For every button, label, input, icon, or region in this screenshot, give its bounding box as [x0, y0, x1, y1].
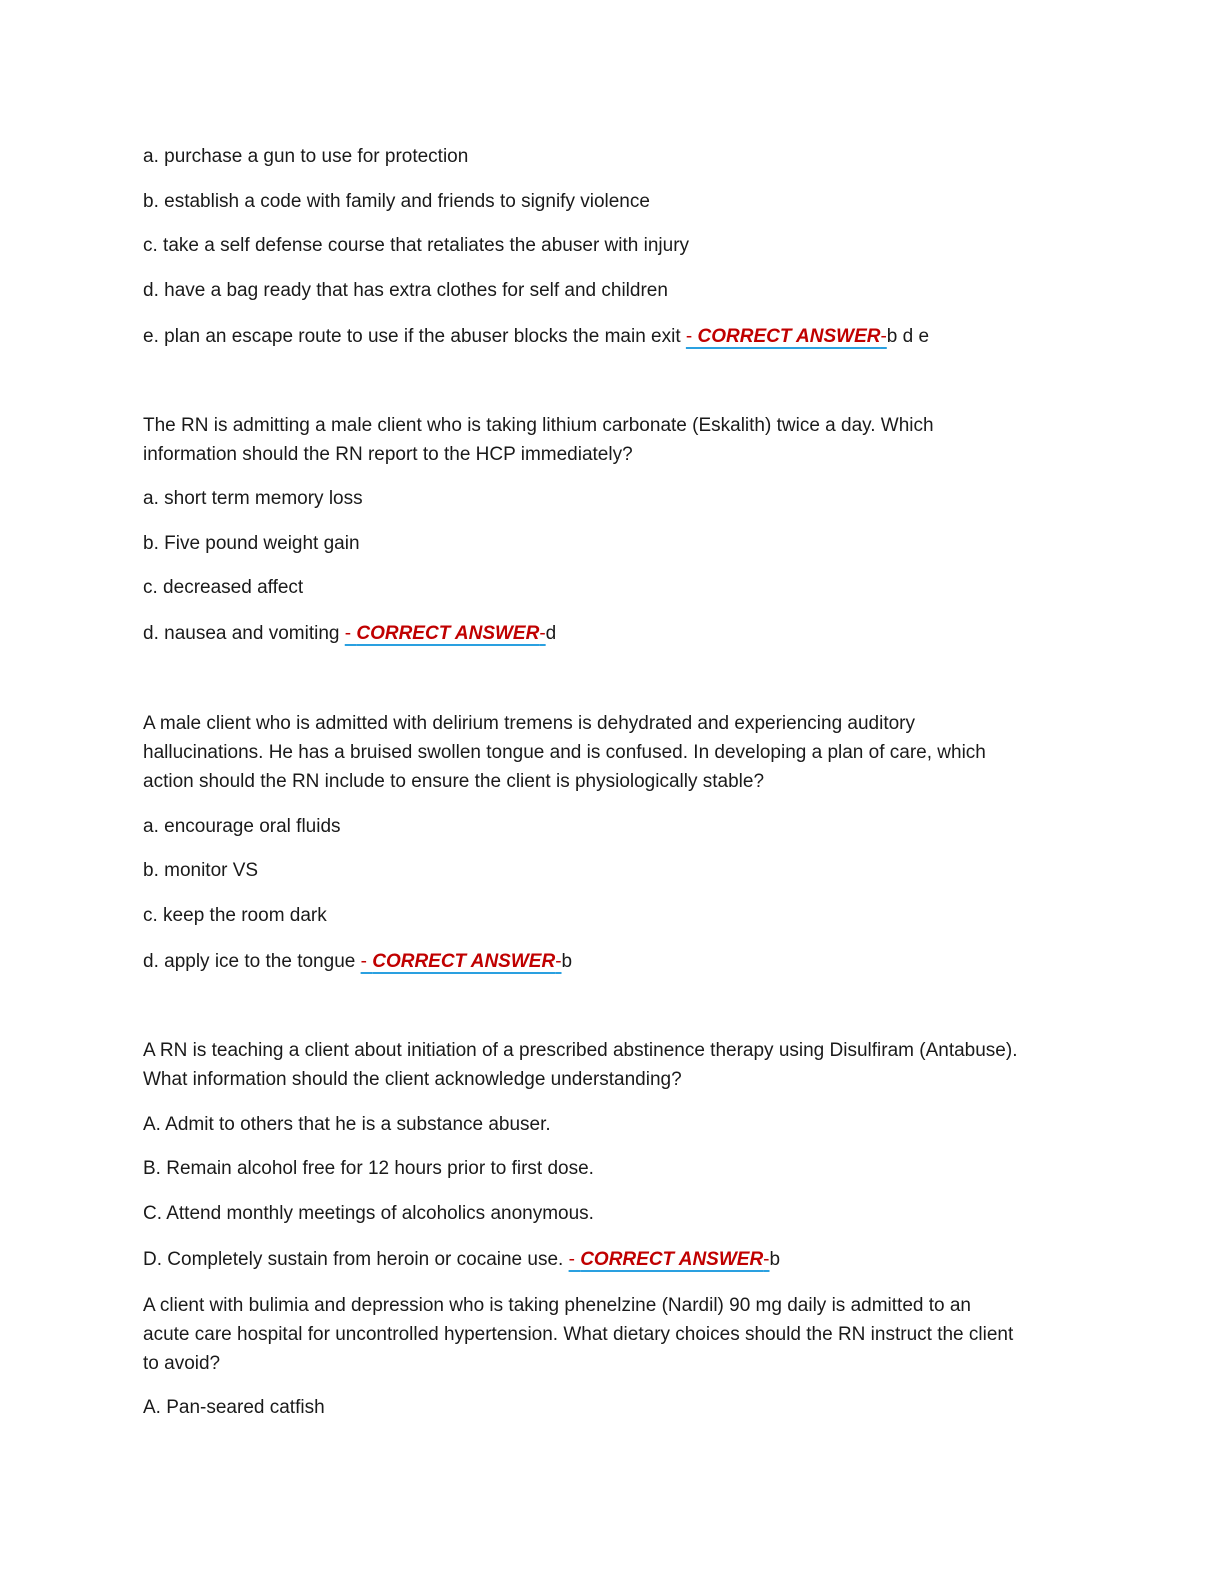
q3-answer: b: [561, 951, 573, 972]
answer-dash: -: [763, 1249, 770, 1270]
q2-stem-line-2: information should the RN report to the HCP immediately?: [143, 444, 633, 465]
q1-option-b: b. establish a code with family and friends to signify violence: [143, 191, 650, 212]
q2-option-a: a. short term memory loss: [143, 488, 363, 509]
answer-dash: -: [344, 623, 357, 644]
q4-option-d: D. Completely sustain from heroin or cocaine use.: [143, 1249, 564, 1270]
q5-option-a: A. Pan-seared catfish: [143, 1397, 325, 1418]
answer-dash: -: [555, 951, 562, 972]
q3-stem-line-1: A male client who is admitted with delirium tremens is dehydrated and experiencing auditory: [143, 713, 916, 734]
q4-answer: b: [769, 1249, 781, 1270]
q2-option-b: b. Five pound weight gain: [143, 533, 360, 554]
answer-dash: -: [685, 326, 698, 347]
q4-option-b: B. Remain alcohol free for 12 hours prior to first dose.: [143, 1158, 594, 1179]
q3-option-d-with-answer: [143, 947, 1083, 976]
q2-option-d: d. nausea and vomiting: [143, 623, 340, 644]
q1-answer: b d e: [886, 326, 930, 347]
q4-option-a: A. Admit to others that he is a substance abuser.: [143, 1114, 551, 1135]
q3-option-b: b. monitor VS: [143, 860, 259, 881]
q1-option-d: d. have a bag ready that has extra clothes for self and children: [143, 280, 668, 301]
q5-stem-line-2: acute care hospital for uncontrolled hypertension. What dietary choices should the RN instruct the client: [143, 1324, 1014, 1345]
answer-dash: -: [880, 326, 887, 347]
q3-stem-line-3: action should the RN include to ensure the client is physiologically stable?: [143, 771, 765, 792]
q5-stem-line-3: to avoid?: [143, 1353, 221, 1374]
q1-option-c: c. take a self defense course that retaliates the abuser with injury: [143, 235, 690, 256]
q3-stem-line-2: hallucinations. He has a bruised swollen tongue and is confused. In developing a plan of care, which: [143, 742, 986, 763]
q4-stem-line-1: A RN is teaching a client about initiation of a prescribed abstinence therapy using Disulfiram (Antabuse).: [143, 1040, 1018, 1061]
q1-option-e-with-answer: [143, 322, 1083, 351]
q5-stem-line-1: A client with bulimia and depression who is taking phenelzine (Nardil) 90 mg daily is admitted to an: [143, 1295, 971, 1316]
answer-dash: -: [568, 1249, 581, 1270]
answer-dash: -: [539, 623, 546, 644]
q2-answer: d: [545, 623, 557, 644]
q4-option-c: C. Attend monthly meetings of alcoholics anonymous.: [143, 1203, 594, 1224]
q2-stem-line-1: The RN is admitting a male client who is taking lithium carbonate (Eskalith) twice a day. Which: [143, 415, 934, 436]
q1-option-e: e. plan an escape route to use if the abuser blocks the main exit: [143, 326, 681, 347]
correct-answer-label: CORRECT ANSWER: [697, 326, 881, 347]
correct-answer-label: CORRECT ANSWER: [372, 951, 556, 972]
q2-option-c: c. decreased affect: [143, 577, 304, 598]
q4-option-d-with-answer: [143, 1245, 1083, 1274]
q2-option-d-with-answer: [143, 619, 1083, 648]
q1-option-a: a. purchase a gun to use for protection: [143, 146, 469, 167]
q4-stem-line-2: What information should the client acknowledge understanding?: [143, 1069, 682, 1090]
answer-dash: -: [360, 951, 373, 972]
correct-answer-label: CORRECT ANSWER: [356, 623, 540, 644]
q3-option-a: a. encourage oral fluids: [143, 816, 341, 837]
correct-answer-label: CORRECT ANSWER: [580, 1249, 764, 1270]
q3-option-c: c. keep the room dark: [143, 905, 327, 926]
q3-option-d: d. apply ice to the tongue: [143, 951, 356, 972]
